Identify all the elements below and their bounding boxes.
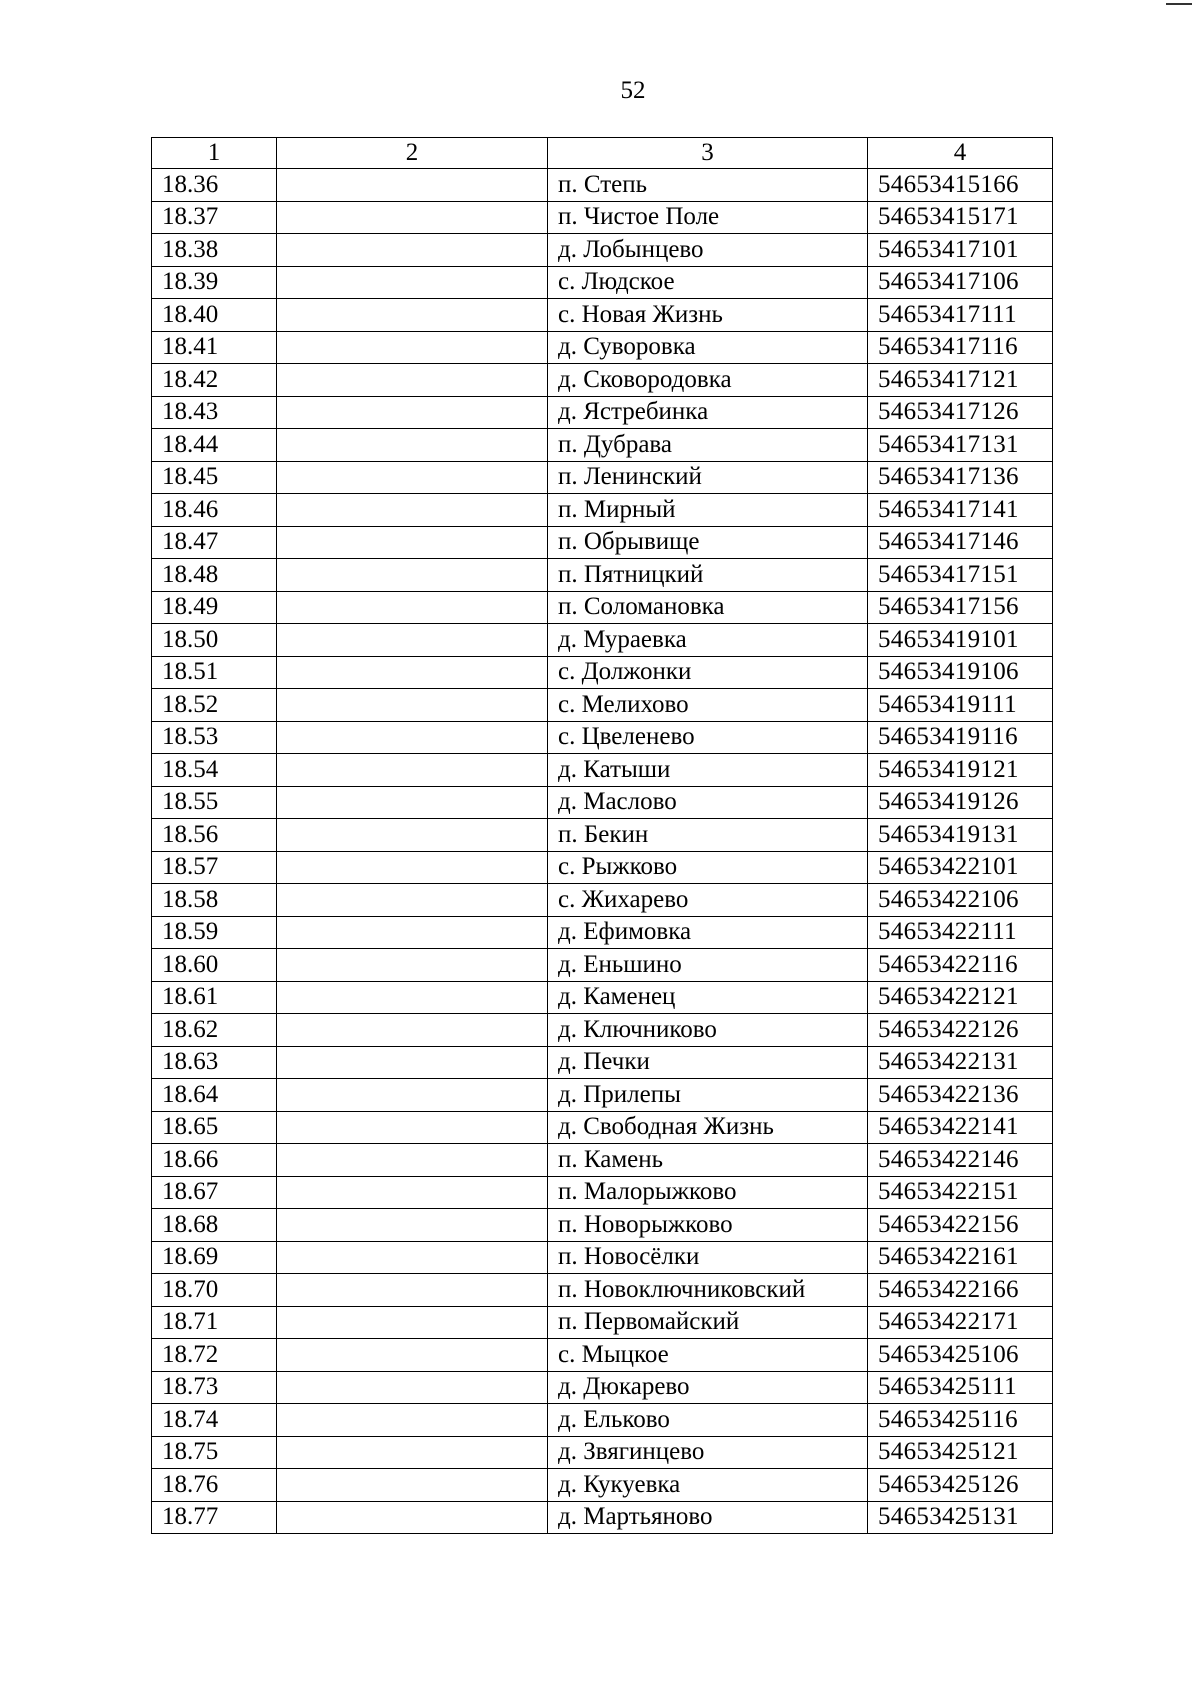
settlement-name-cell: д. Мартьяново xyxy=(548,1501,868,1534)
column-2-cell xyxy=(277,981,548,1014)
table-row xyxy=(152,396,1053,429)
settlement-name-cell: с. Цвеленево xyxy=(548,721,868,754)
row-number-cell: 18.75 xyxy=(152,1436,277,1469)
settlement-name-cell: д. Ястребинка xyxy=(548,396,868,429)
table-row xyxy=(152,299,1053,332)
row-number-cell: 18.48 xyxy=(152,559,277,592)
column-2-cell xyxy=(277,884,548,917)
table-row xyxy=(152,1306,1053,1339)
row-number-cell: 18.74 xyxy=(152,1404,277,1437)
table-row xyxy=(152,786,1053,819)
oktmo-code-cell: 54653417151 xyxy=(868,559,1053,592)
settlement-name-cell: д. Звягинцево xyxy=(548,1436,868,1469)
settlement-name-cell: п. Первомайский xyxy=(548,1306,868,1339)
row-number-cell: 18.51 xyxy=(152,656,277,689)
settlement-name-cell: д. Сковородовка xyxy=(548,364,868,397)
column-2-cell xyxy=(277,819,548,852)
column-2-cell xyxy=(277,1501,548,1534)
column-2-cell xyxy=(277,1404,548,1437)
oktmo-code-cell: 54653425116 xyxy=(868,1404,1053,1437)
column-2-cell xyxy=(277,624,548,657)
column-2-cell xyxy=(277,916,548,949)
settlement-name-cell: д. Ельково xyxy=(548,1404,868,1437)
settlement-name-cell: п. Новорыжково xyxy=(548,1209,868,1242)
settlement-name-cell: п. Чистое Поле xyxy=(548,201,868,234)
column-2-cell xyxy=(277,299,548,332)
row-number-cell: 18.62 xyxy=(152,1014,277,1047)
table-row xyxy=(152,1209,1053,1242)
oktmo-code-cell: 54653419116 xyxy=(868,721,1053,754)
table-row xyxy=(152,689,1053,722)
settlement-name-cell: с. Людское xyxy=(548,266,868,299)
oktmo-code-cell: 54653417116 xyxy=(868,331,1053,364)
table-row xyxy=(152,1501,1053,1534)
table-row xyxy=(152,1241,1053,1274)
settlement-name-cell: п. Обрывище xyxy=(548,526,868,559)
table-row xyxy=(152,331,1053,364)
column-2-cell xyxy=(277,494,548,527)
row-number-cell: 18.60 xyxy=(152,949,277,982)
settlement-name-cell: д. Ключниково xyxy=(548,1014,868,1047)
table-row xyxy=(152,1436,1053,1469)
settlement-name-cell: п. Бекин xyxy=(548,819,868,852)
oktmo-code-cell: 54653422106 xyxy=(868,884,1053,917)
row-number-cell: 18.73 xyxy=(152,1371,277,1404)
settlement-name-cell: д. Свободная Жизнь xyxy=(548,1111,868,1144)
column-2-cell xyxy=(277,851,548,884)
oktmo-code-cell: 54653415171 xyxy=(868,201,1053,234)
table-row xyxy=(152,591,1053,624)
oktmo-code-cell: 54653422146 xyxy=(868,1144,1053,1177)
oktmo-code-cell: 54653422111 xyxy=(868,916,1053,949)
row-number-cell: 18.46 xyxy=(152,494,277,527)
column-2-cell xyxy=(277,591,548,624)
column-2-cell xyxy=(277,689,548,722)
column-2-cell xyxy=(277,364,548,397)
row-number-cell: 18.49 xyxy=(152,591,277,624)
oktmo-code-cell: 54653425126 xyxy=(868,1469,1053,1502)
row-number-cell: 18.66 xyxy=(152,1144,277,1177)
settlement-name-cell: д. Маслово xyxy=(548,786,868,819)
oktmo-code-cell: 54653425111 xyxy=(868,1371,1053,1404)
row-number-cell: 18.55 xyxy=(152,786,277,819)
settlement-name-cell: с. Должонки xyxy=(548,656,868,689)
row-number-cell: 18.70 xyxy=(152,1274,277,1307)
table-row xyxy=(152,1014,1053,1047)
row-number-cell: 18.58 xyxy=(152,884,277,917)
column-2-cell xyxy=(277,1144,548,1177)
settlement-name-cell: п. Степь xyxy=(548,169,868,202)
oktmo-code-cell: 54653419121 xyxy=(868,754,1053,787)
settlement-name-cell: п. Мирный xyxy=(548,494,868,527)
oktmo-code-cell: 54653417126 xyxy=(868,396,1053,429)
row-number-cell: 18.64 xyxy=(152,1079,277,1112)
row-number-cell: 18.67 xyxy=(152,1176,277,1209)
column-2-cell xyxy=(277,461,548,494)
settlement-name-cell: д. Еньшино xyxy=(548,949,868,982)
oktmo-code-cell: 54653417101 xyxy=(868,234,1053,267)
column-header-3: 3 xyxy=(548,138,868,169)
table-row xyxy=(152,624,1053,657)
row-number-cell: 18.53 xyxy=(152,721,277,754)
settlement-name-cell: п. Соломановка xyxy=(548,591,868,624)
oktmo-code-cell: 54653419126 xyxy=(868,786,1053,819)
settlement-name-cell: д. Печки xyxy=(548,1046,868,1079)
settlement-name-cell: д. Лобынцево xyxy=(548,234,868,267)
settlement-name-cell: д. Ефимовка xyxy=(548,916,868,949)
oktmo-code-cell: 54653419106 xyxy=(868,656,1053,689)
oktmo-code-cell: 54653422136 xyxy=(868,1079,1053,1112)
column-2-cell xyxy=(277,396,548,429)
row-number-cell: 18.56 xyxy=(152,819,277,852)
oktmo-code-cell: 54653417131 xyxy=(868,429,1053,462)
table-row xyxy=(152,949,1053,982)
row-number-cell: 18.42 xyxy=(152,364,277,397)
column-2-cell xyxy=(277,429,548,462)
table-header-row xyxy=(152,138,1053,169)
table-row xyxy=(152,754,1053,787)
table-row xyxy=(152,494,1053,527)
row-number-cell: 18.77 xyxy=(152,1501,277,1534)
column-2-cell xyxy=(277,526,548,559)
settlement-name-cell: д. Каменец xyxy=(548,981,868,1014)
oktmo-code-cell: 54653422101 xyxy=(868,851,1053,884)
column-2-cell xyxy=(277,169,548,202)
settlement-name-cell: д. Катыши xyxy=(548,754,868,787)
row-number-cell: 18.37 xyxy=(152,201,277,234)
settlement-name-cell: п. Ленинский xyxy=(548,461,868,494)
oktmo-code-cell: 54653422131 xyxy=(868,1046,1053,1079)
settlement-name-cell: п. Малорыжково xyxy=(548,1176,868,1209)
settlement-name-cell: п. Новоключниковский xyxy=(548,1274,868,1307)
column-2-cell xyxy=(277,1371,548,1404)
settlements-table xyxy=(151,137,1053,1534)
oktmo-code-cell: 54653422161 xyxy=(868,1241,1053,1274)
row-number-cell: 18.50 xyxy=(152,624,277,657)
row-number-cell: 18.63 xyxy=(152,1046,277,1079)
row-number-cell: 18.52 xyxy=(152,689,277,722)
column-2-cell xyxy=(277,786,548,819)
column-2-cell xyxy=(277,1209,548,1242)
settlement-name-cell: д. Кукуевка xyxy=(548,1469,868,1502)
oktmo-code-cell: 54653422151 xyxy=(868,1176,1053,1209)
row-number-cell: 18.43 xyxy=(152,396,277,429)
row-number-cell: 18.41 xyxy=(152,331,277,364)
column-2-cell xyxy=(277,1436,548,1469)
table-row xyxy=(152,234,1053,267)
table-row xyxy=(152,1339,1053,1372)
table-row xyxy=(152,721,1053,754)
oktmo-code-cell: 54653417106 xyxy=(868,266,1053,299)
column-header-4: 4 xyxy=(868,138,1053,169)
table-row xyxy=(152,819,1053,852)
table-row xyxy=(152,526,1053,559)
settlement-name-cell: с. Жихарево xyxy=(548,884,868,917)
column-header-1: 1 xyxy=(152,138,277,169)
table-row xyxy=(152,656,1053,689)
oktmo-code-cell: 54653422156 xyxy=(868,1209,1053,1242)
column-2-cell xyxy=(277,266,548,299)
row-number-cell: 18.44 xyxy=(152,429,277,462)
table-row xyxy=(152,429,1053,462)
table-body xyxy=(152,169,1053,1534)
table-row xyxy=(152,1176,1053,1209)
column-2-cell xyxy=(277,234,548,267)
row-number-cell: 18.38 xyxy=(152,234,277,267)
table-row xyxy=(152,1404,1053,1437)
oktmo-code-cell: 54653419131 xyxy=(868,819,1053,852)
row-number-cell: 18.59 xyxy=(152,916,277,949)
table-row xyxy=(152,201,1053,234)
table-row xyxy=(152,1469,1053,1502)
oktmo-code-cell: 54653417136 xyxy=(868,461,1053,494)
table-row xyxy=(152,884,1053,917)
row-number-cell: 18.68 xyxy=(152,1209,277,1242)
settlement-name-cell: п. Дубрава xyxy=(548,429,868,462)
row-number-cell: 18.57 xyxy=(152,851,277,884)
table-row xyxy=(152,1111,1053,1144)
table-row xyxy=(152,1371,1053,1404)
table-row xyxy=(152,1046,1053,1079)
column-2-cell xyxy=(277,331,548,364)
table-row xyxy=(152,461,1053,494)
column-2-cell xyxy=(277,1079,548,1112)
settlement-name-cell: с. Мелихово xyxy=(548,689,868,722)
row-number-cell: 18.61 xyxy=(152,981,277,1014)
scan-edge-mark xyxy=(1166,3,1192,5)
settlement-name-cell: п. Новосёлки xyxy=(548,1241,868,1274)
table-row xyxy=(152,169,1053,202)
column-header-2: 2 xyxy=(277,138,548,169)
table-row xyxy=(152,916,1053,949)
row-number-cell: 18.45 xyxy=(152,461,277,494)
oktmo-code-cell: 54653425121 xyxy=(868,1436,1053,1469)
page-number: 52 xyxy=(620,77,646,104)
oktmo-code-cell: 54653417111 xyxy=(868,299,1053,332)
table-row xyxy=(152,559,1053,592)
row-number-cell: 18.54 xyxy=(152,754,277,787)
column-2-cell xyxy=(277,656,548,689)
column-2-cell xyxy=(277,721,548,754)
column-2-cell xyxy=(277,201,548,234)
column-2-cell xyxy=(277,1339,548,1372)
column-2-cell xyxy=(277,754,548,787)
row-number-cell: 18.65 xyxy=(152,1111,277,1144)
oktmo-code-cell: 54653422116 xyxy=(868,949,1053,982)
oktmo-code-cell: 54653419101 xyxy=(868,624,1053,657)
row-number-cell: 18.39 xyxy=(152,266,277,299)
settlement-name-cell: д. Суворовка xyxy=(548,331,868,364)
settlement-name-cell: п. Камень xyxy=(548,1144,868,1177)
column-2-cell xyxy=(277,1111,548,1144)
oktmo-code-cell: 54653425131 xyxy=(868,1501,1053,1534)
oktmo-code-cell: 54653415166 xyxy=(868,169,1053,202)
oktmo-code-cell: 54653417156 xyxy=(868,591,1053,624)
oktmo-code-cell: 54653422171 xyxy=(868,1306,1053,1339)
table-row xyxy=(152,981,1053,1014)
settlement-name-cell: д. Прилепы xyxy=(548,1079,868,1112)
table-row xyxy=(152,1079,1053,1112)
column-2-cell xyxy=(277,1274,548,1307)
oktmo-code-cell: 54653425106 xyxy=(868,1339,1053,1372)
table-row xyxy=(152,266,1053,299)
column-2-cell xyxy=(277,559,548,592)
column-2-cell xyxy=(277,1014,548,1047)
settlement-name-cell: д. Дюкарево xyxy=(548,1371,868,1404)
oktmo-code-cell: 54653417146 xyxy=(868,526,1053,559)
row-number-cell: 18.47 xyxy=(152,526,277,559)
column-2-cell xyxy=(277,1306,548,1339)
oktmo-code-cell: 54653422126 xyxy=(868,1014,1053,1047)
settlement-name-cell: д. Мураевка xyxy=(548,624,868,657)
column-2-cell xyxy=(277,949,548,982)
settlement-name-cell: с. Новая Жизнь xyxy=(548,299,868,332)
column-2-cell xyxy=(277,1176,548,1209)
row-number-cell: 18.40 xyxy=(152,299,277,332)
table-row xyxy=(152,1274,1053,1307)
row-number-cell: 18.76 xyxy=(152,1469,277,1502)
row-number-cell: 18.36 xyxy=(152,169,277,202)
oktmo-code-cell: 54653417121 xyxy=(868,364,1053,397)
oktmo-code-cell: 54653419111 xyxy=(868,689,1053,722)
row-number-cell: 18.71 xyxy=(152,1306,277,1339)
oktmo-code-cell: 54653422121 xyxy=(868,981,1053,1014)
settlement-name-cell: с. Мыцкое xyxy=(548,1339,868,1372)
oktmo-code-cell: 54653417141 xyxy=(868,494,1053,527)
settlement-name-cell: с. Рыжково xyxy=(548,851,868,884)
row-number-cell: 18.72 xyxy=(152,1339,277,1372)
column-2-cell xyxy=(277,1046,548,1079)
table-row xyxy=(152,364,1053,397)
table-row xyxy=(152,851,1053,884)
row-number-cell: 18.69 xyxy=(152,1241,277,1274)
column-2-cell xyxy=(277,1241,548,1274)
settlement-name-cell: п. Пятницкий xyxy=(548,559,868,592)
table-row xyxy=(152,1144,1053,1177)
oktmo-code-cell: 54653422166 xyxy=(868,1274,1053,1307)
column-2-cell xyxy=(277,1469,548,1502)
oktmo-code-cell: 54653422141 xyxy=(868,1111,1053,1144)
